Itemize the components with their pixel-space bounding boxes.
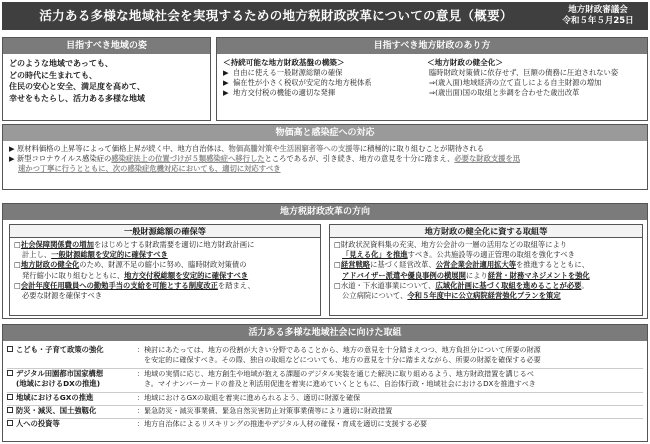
finance-right-item: ⇒(歳入面)地域経済の立て直しによる自主財源の増加 bbox=[429, 78, 602, 88]
checkbox-square-icon bbox=[7, 394, 13, 400]
revenue-line: □地方財政の健全化のため、財源不足の縮小に努め、臨時財政対策債の bbox=[14, 260, 247, 270]
revenue-line: □会計年度任用職員への勤勉手当の支給を可能とする制度改正を踏まえ、 bbox=[14, 280, 255, 290]
triangle-bullet-icon: ▶ bbox=[9, 154, 17, 164]
initiative-row bbox=[7, 345, 643, 366]
soundness-body bbox=[330, 238, 642, 301]
initiative-row bbox=[7, 405, 643, 417]
vision-title: 目指すべき地域の姿 bbox=[3, 38, 210, 54]
finance-right-item: 臨時財政対策債に依存せず、巨額の債務に圧迫されない姿 bbox=[429, 68, 619, 77]
checkbox-square-icon bbox=[7, 420, 13, 426]
issuer-block bbox=[554, 5, 642, 27]
finance-title: 目指すべき地方財政のあり方 bbox=[217, 38, 647, 54]
issue-date: 令和５年５月25日 bbox=[562, 16, 634, 26]
initiative-label: こども・子育て政策の強化 bbox=[7, 345, 135, 355]
vision-text bbox=[3, 54, 210, 104]
initiative-row bbox=[7, 368, 643, 390]
prices-item-2: ▶ 新型コロナウイルス感染症の感染症法上の位置づけが５類感染症へ移行したところであるが、引き続き、地方の意見を十分に踏まえ、必要な財政支援を迅 bbox=[9, 154, 521, 164]
soundness-line: 公立病院について、令和５年度中に公立病院経営強化プランを策定 bbox=[342, 291, 561, 301]
reform-box bbox=[2, 203, 648, 319]
soundness-line: アドバイザー派遣や優良事例の横展開により経営・財務マネジメントを強化 bbox=[342, 270, 590, 280]
initiative-text: ：地域におけるGXの取組を着実に進められるよう、適切に財源を確保 bbox=[137, 393, 361, 402]
initiative-text: ：地域の実情に応じ、地方創生や地域が抱える課題のデジタル実装を通じた解決に取り組めるよう、地方財政措置を講じるべ き。マイナンバーカードの普及と利活用促進を着実に進めていくとともに、自治体行政・地域社会におけるDXを推進すべき bbox=[137, 369, 536, 388]
prices-body bbox=[3, 141, 647, 175]
initiatives-box bbox=[2, 324, 648, 442]
square-bullet-icon: □ bbox=[14, 260, 21, 270]
prices-title: 物価高と感染症への対応 bbox=[3, 125, 647, 141]
issuer-org: 地方財政審議会 bbox=[568, 5, 628, 15]
revenue-title: 一般財源総額の確保等 bbox=[10, 225, 320, 238]
initiative-label: 防災・減災、国土強靱化 bbox=[7, 406, 135, 416]
initiative-label: 人への投資等 bbox=[7, 419, 135, 429]
triangle-bullet-icon: ▶ bbox=[223, 78, 229, 88]
finance-left-col bbox=[223, 58, 423, 99]
soundness-line: □財政状況資料集の充実、地方公会計の一層の活用などの取組等により bbox=[334, 240, 568, 249]
initiative-text: ：検討にあたっては、地方の役割が大きい分野であることから、地方の意見を十分踏まえつつ、地方負担分について所要の財源 を安定的に確保すべき。その際、独自の取組などについても、地方の意見を十分に踏まえながら、所要の財源を確保する必要 bbox=[137, 345, 541, 364]
prices-item-1: ▶ 原材料価格の上昇等によって価格上昇が続く中、地方自治体は、物価高騰対策や生活困窮者等への支援等に積極的に取り組むことが期待される bbox=[9, 144, 484, 153]
revenue-box bbox=[9, 224, 321, 316]
finance-right-col bbox=[427, 58, 645, 99]
page-title: 活力ある多様な地域社会を実現するための地方税財政改革についての意見（概要） bbox=[39, 8, 513, 23]
square-bullet-icon: □ bbox=[14, 240, 21, 249]
prices-box bbox=[2, 124, 648, 190]
vision-line: どの時代に生まれても、 bbox=[9, 70, 97, 80]
square-bullet-icon: □ bbox=[334, 280, 341, 290]
vision-box bbox=[2, 37, 211, 121]
triangle-bullet-icon: ▶ bbox=[9, 144, 17, 153]
checkbox-square-icon bbox=[7, 407, 13, 413]
square-bullet-icon: □ bbox=[334, 240, 341, 249]
checkbox-square-icon bbox=[7, 346, 13, 352]
revenue-line: 発行縮小に取り組むとともに、地方交付税総額を安定的に確保すべき bbox=[22, 270, 249, 280]
square-bullet-icon: □ bbox=[334, 260, 341, 270]
finance-right-heading: ＜地方財政の健全化＞ bbox=[427, 58, 503, 67]
finance-left-item: ▶ 自由に使える一般財源総額の確保 bbox=[223, 68, 343, 77]
triangle-bullet-icon: ▶ bbox=[223, 88, 229, 98]
vision-line: 幸せをもたらし、活力ある多様な地域 bbox=[9, 93, 145, 103]
soundness-line: □水道・下水道事業について、広域化計画に基づく取組を進めることが必要。 bbox=[334, 280, 589, 290]
initiative-label: デジタル田園都市国家構想 (地域におけるDXの推進) bbox=[7, 369, 135, 388]
revenue-line: 必要な財源を確保すべき bbox=[22, 291, 103, 301]
soundness-line: 「見える化」を推進すべき。公共施設等の適正管理の取組を強化すべき bbox=[342, 250, 575, 260]
soundness-title: 地方財政の健全化に資する取組等 bbox=[330, 225, 642, 238]
finance-left-item: ▶ 偏在性が小さく税収が安定的な地方税体系 bbox=[223, 78, 372, 88]
revenue-line: □社会保障関係費の増加をはじめとする財政需要を適切に地方財政計画に bbox=[14, 240, 255, 249]
triangle-bullet-icon: ▶ bbox=[223, 68, 229, 77]
soundness-box bbox=[329, 224, 643, 316]
vision-line: どのような地域であっても、 bbox=[9, 59, 113, 68]
checkbox-square-icon bbox=[7, 370, 13, 376]
initiative-row bbox=[7, 392, 643, 404]
revenue-body bbox=[10, 238, 320, 301]
prices-item-2-cont: 速かつ丁寧に行うとともに、次の感染症危機対応においても、適切に対応すべき bbox=[18, 164, 281, 174]
header-bar bbox=[2, 2, 648, 30]
initiative-text: ：緊急防災・減災事業債、緊急自然災害防止対策事業債等により適切に財政措置 bbox=[137, 406, 393, 415]
reform-title: 地方税財政改革の方向 bbox=[3, 204, 647, 220]
initiative-text: ：地方自治体によるリスキリングの推進やデジタル人材の確保・育成を適切に支援する必要 bbox=[137, 419, 428, 428]
initiative-row bbox=[7, 418, 643, 430]
initiatives-title: 活力ある多様な地域社会に向けた取組 bbox=[3, 325, 647, 341]
vision-line: 住民の安心と安全、満足度を高めて、 bbox=[9, 82, 145, 91]
soundness-line: □経営戦略に基づく経営改革、公営企業会計適用拡大等を推進するとともに、 bbox=[334, 260, 589, 270]
finance-left-heading: ＜持続可能な地方財政基盤の構築＞ bbox=[223, 58, 345, 67]
finance-box bbox=[216, 37, 648, 121]
finance-right-item: ⇒(歳出面)国の取組と歩調を合わせた歳出改革 bbox=[429, 88, 580, 98]
finance-left-item: ▶ 地方交付税の機能の適切な発揮 bbox=[223, 88, 336, 98]
revenue-line: 計上し、一般財源総額を安定的に確保すべき bbox=[22, 250, 168, 260]
initiative-label: 地域におけるGXの推進 bbox=[7, 393, 135, 403]
square-bullet-icon: □ bbox=[14, 280, 21, 290]
